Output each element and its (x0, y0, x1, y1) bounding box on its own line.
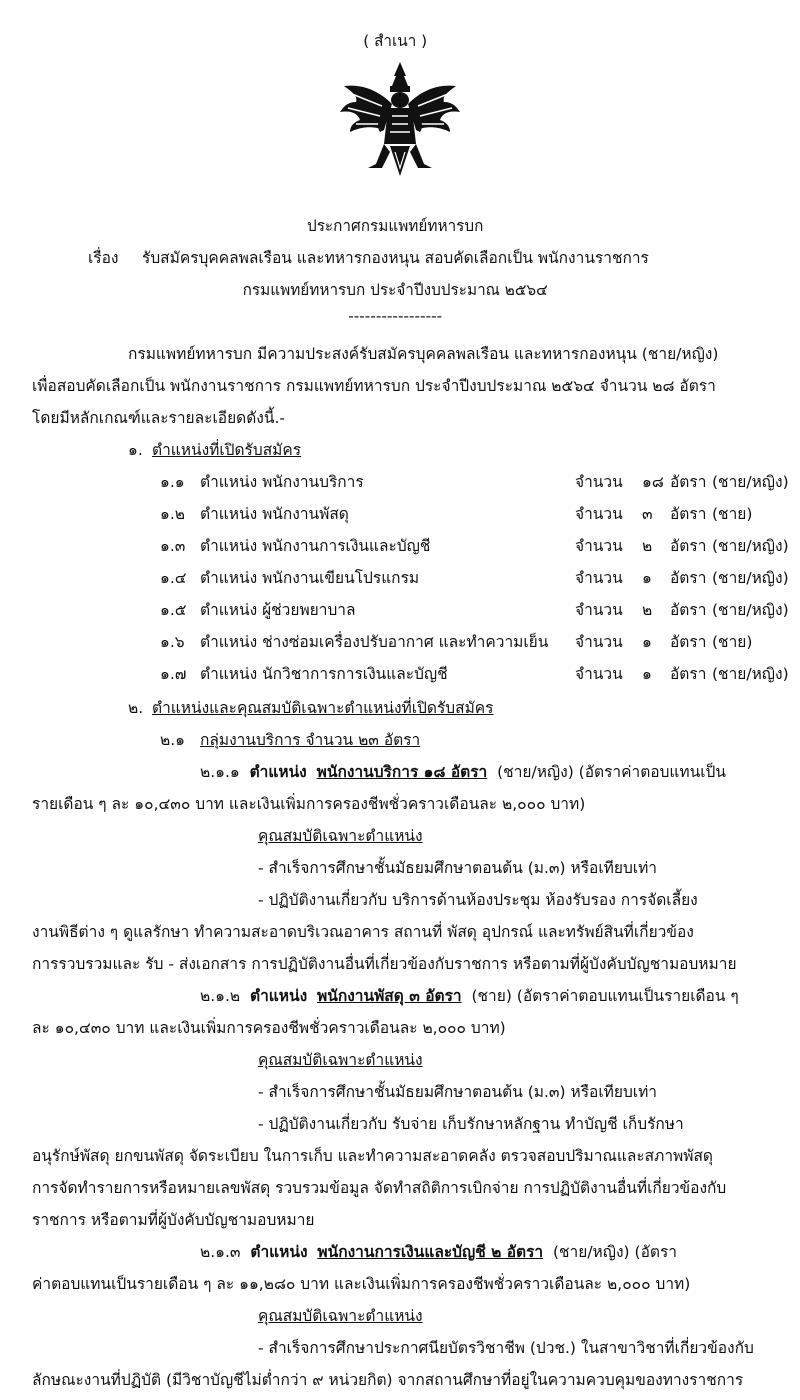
subject-text: รับสมัครบุคคลพลเรือน และทหารกองหนุน สอบคัดเลือกเป็น พนักงานราชการ (142, 249, 649, 267)
position-label: ตำแหน่ง (250, 987, 308, 1005)
section1-number: ๑. (128, 441, 143, 459)
position-number: ๑.๕ (160, 601, 187, 619)
position-row (0, 471, 800, 493)
garuda-emblem-icon (338, 60, 462, 178)
count-value: ๒ (642, 537, 653, 555)
gender: (ชาย/หญิง) (712, 665, 789, 683)
intro-line-3: โดยมีหลักเกณฑ์และรายละเอียดดังนี้.- (32, 409, 285, 427)
position-number: ๑.๔ (160, 569, 187, 587)
qualification-item-cont: งานพิธีต่าง ๆ ดูแลรักษา ทำความสะอาดบริเวณอาคาร สถานที่ พัสดุ อุปกรณ์ และทรัพย์สินที่เกี่ยวข้อง (32, 923, 694, 941)
position-2-1-1-rate: รายเดือน ๆ ละ ๑๐,๔๓๐ บาท และเงินเพิ่มการครองชีพชั่วคราวเดือนละ ๒,๐๐๐ บาท) (32, 795, 586, 813)
position-label: ตำแหน่ง (249, 763, 307, 781)
position-tail: (ชาย/หญิง) (อัตราค่าตอบแทนเป็น (497, 763, 726, 781)
section2-heading: ตำแหน่งและคุณสมบัติเฉพาะตำแหน่งที่เปิดรับสมัคร (152, 699, 494, 717)
position-title: ตำแหน่ง นักวิชาการการเงินและบัญชี (200, 665, 448, 683)
position-number: ๒.๑.๓ (200, 1243, 241, 1261)
gender: (ชาย) (712, 505, 753, 523)
gender: (ชาย/หญิง) (712, 473, 789, 491)
qualification-item-cont: อนุรักษ์พัสดุ ยกขนพัสดุ จัดระเบียบ ในการเก็บ และทำความสะอาดคลัง ตรวจสอบปริมาณและสภาพพัสดุ (32, 1147, 714, 1165)
position-row (0, 599, 800, 621)
position-tail: (ชาย/หญิง) (อัตรา (552, 1243, 677, 1261)
qualification-item-cont: การรวบรวมและ รับ - ส่งเอกสาร การปฏิบัติงานอื่นที่เกี่ยวข้องกับราชการ หรือตามที่ผู้บังคับบัญชามอบหมาย (32, 955, 737, 973)
qualification-heading: คุณสมบัติเฉพาะตำแหน่ง (258, 1051, 423, 1069)
position-title: ตำแหน่ง พนักงานเขียนโปรแกรม (200, 569, 420, 587)
position-2-1-3 (200, 1241, 677, 1263)
subject-line-2: กรมแพทย์ทหารบก ประจำปีงบประมาณ ๒๕๖๔ (242, 281, 548, 299)
position-title: พนักงานบริการ ๑๘ อัตรา (316, 763, 488, 781)
qualification-heading: คุณสมบัติเฉพาะตำแหน่ง (258, 1307, 423, 1325)
count-value: ๓ (642, 505, 653, 523)
position-row (0, 567, 800, 589)
intro-line-1: กรมแพทย์ทหารบก มีความประสงค์รับสมัครบุคคลพลเรือน และทหารกองหนุน (ชาย/หญิง) (128, 345, 719, 363)
qualification-heading: คุณสมบัติเฉพาะตำแหน่ง (258, 827, 423, 845)
position-number: ๑.๒ (160, 505, 185, 523)
qualification-item-cont: ราชการ หรือตามที่ผู้บังคับบัญชามอบหมาย (32, 1211, 315, 1229)
count-value: ๑ (642, 633, 652, 651)
section1-heading: ตำแหน่งที่เปิดรับสมัคร (152, 441, 302, 459)
gender: (ชาย/หญิง) (712, 569, 789, 587)
qualification-item: - ปฏิบัติงานเกี่ยวกับ รับจ่าย เก็บรักษาหลักฐาน ทำบัญชี เก็บรักษา (258, 1115, 684, 1133)
count-label: จำนวน (575, 665, 623, 683)
position-2-1-2 (200, 985, 739, 1007)
position-title: ตำแหน่ง ช่างซ่อมเครื่องปรับอากาศ และทำความเย็น (200, 633, 549, 651)
position-title: ตำแหน่ง ผู้ช่วยพยาบาล (200, 601, 356, 619)
position-row (0, 535, 800, 557)
position-title: ตำแหน่ง พนักงานบริการ (200, 473, 364, 491)
group-heading: กลุ่มงานบริการ จำนวน ๒๓ อัตรา (200, 731, 421, 749)
position-title: ตำแหน่ง พนักงานการเงินและบัญชี (200, 537, 431, 555)
qualification-item-cont: การจัดทำรายการหรือหมายเลขพัสดุ รวบรวมข้อมูล จัดทำสถิติการเบิกจ่าย การปฏิบัติงานอื่นที่เกี่ยวข้องกับ (32, 1179, 727, 1197)
count-label: จำนวน (575, 601, 623, 619)
position-tail: (ชาย) (อัตราค่าตอบแทนเป็นรายเดือน ๆ (471, 987, 739, 1005)
position-number: ๑.๗ (160, 665, 187, 683)
separator: ----------------- (348, 307, 443, 325)
count-unit: อัตรา (670, 601, 707, 619)
count-unit: อัตรา (670, 505, 707, 523)
gender: (ชาย) (712, 633, 753, 651)
qualification-item: - สำเร็จการศึกษาประกาศนียบัตรวิชาชีพ (ปวช.) ในสาขาวิชาที่เกี่ยวข้องกับ (258, 1339, 754, 1357)
count-unit: อัตรา (670, 537, 707, 555)
position-number: ๑.๑ (160, 473, 185, 491)
position-number: ๒.๑.๒ (200, 987, 241, 1005)
count-unit: อัตรา (670, 633, 707, 651)
gender: (ชาย/หญิง) (712, 537, 789, 555)
count-value: ๒ (642, 601, 653, 619)
qualification-item-cont: ลักษณะงานที่ปฏิบัติ (มีวิชาบัญชีไม่ต่ำกว่า ๙ หน่วยกิต) จากสถานศึกษาที่อยู่ในความควบคุมของทางราชการ (32, 1371, 744, 1389)
position-number: ๒.๑.๑ (200, 763, 240, 781)
position-title: พนักงานการเงินและบัญชี ๒ อัตรา (317, 1243, 544, 1261)
position-2-1-1 (200, 761, 726, 783)
count-label: จำนวน (575, 569, 623, 587)
count-value: ๑ (642, 665, 652, 683)
count-value: ๑ (642, 569, 652, 587)
qualification-item: - สำเร็จการศึกษาชั้นมัธยมศึกษาตอนต้น (ม.๓) หรือเทียบเท่า (258, 859, 658, 877)
count-unit: อัตรา (670, 665, 707, 683)
position-number: ๑.๖ (160, 633, 185, 651)
position-label: ตำแหน่ง (250, 1243, 308, 1261)
position-title: พนักงานพัสดุ ๓ อัตรา (317, 987, 462, 1005)
position-2-1-3-rate: ค่าตอบแทนเป็นรายเดือน ๆ ละ ๑๑,๒๘๐ บาท และเงินเพิ่มการครองชีพชั่วคราวเดือนละ ๒,๐๐๐ บาท) (32, 1275, 691, 1293)
qualification-item: - สำเร็จการศึกษาชั้นมัธยมศึกษาตอนต้น (ม.๓) หรือเทียบเท่า (258, 1083, 658, 1101)
count-unit: อัตรา (670, 473, 707, 491)
count-label: จำนวน (575, 505, 623, 523)
count-label: จำนวน (575, 473, 623, 491)
document-title: ประกาศกรมแพทย์ทหารบก (306, 217, 484, 235)
position-row (0, 663, 800, 685)
count-label: จำนวน (575, 633, 623, 651)
position-2-1-2-rate: ละ ๑๐,๔๓๐ บาท และเงินเพิ่มการครองชีพชั่วคราวเดือนละ ๒,๐๐๐ บาท) (32, 1019, 506, 1037)
section2-number: ๒. (128, 699, 144, 717)
qualification-item: - ปฏิบัติงานเกี่ยวกับ บริการด้านห้องประชุม ห้องรับรอง การจัดเลี้ยง (258, 891, 698, 909)
count-label: จำนวน (575, 537, 623, 555)
gender: (ชาย/หญิง) (712, 601, 789, 619)
position-row (0, 503, 800, 525)
group-number: ๒.๑ (160, 731, 185, 749)
position-number: ๑.๓ (160, 537, 186, 555)
position-title: ตำแหน่ง พนักงานพัสดุ (200, 505, 349, 523)
subject-label: เรื่อง (88, 249, 119, 267)
count-unit: อัตรา (670, 569, 707, 587)
count-value: ๑๘ (642, 473, 664, 491)
position-row (0, 631, 800, 653)
copy-mark: ( สำเนา ) (363, 32, 428, 50)
intro-line-2: เพื่อสอบคัดเลือกเป็น พนักงานราชการ กรมแพทย์ทหารบก ประจำปีงบประมาณ ๒๕๖๔ จำนวน ๒๘ อัตรา (32, 377, 716, 395)
